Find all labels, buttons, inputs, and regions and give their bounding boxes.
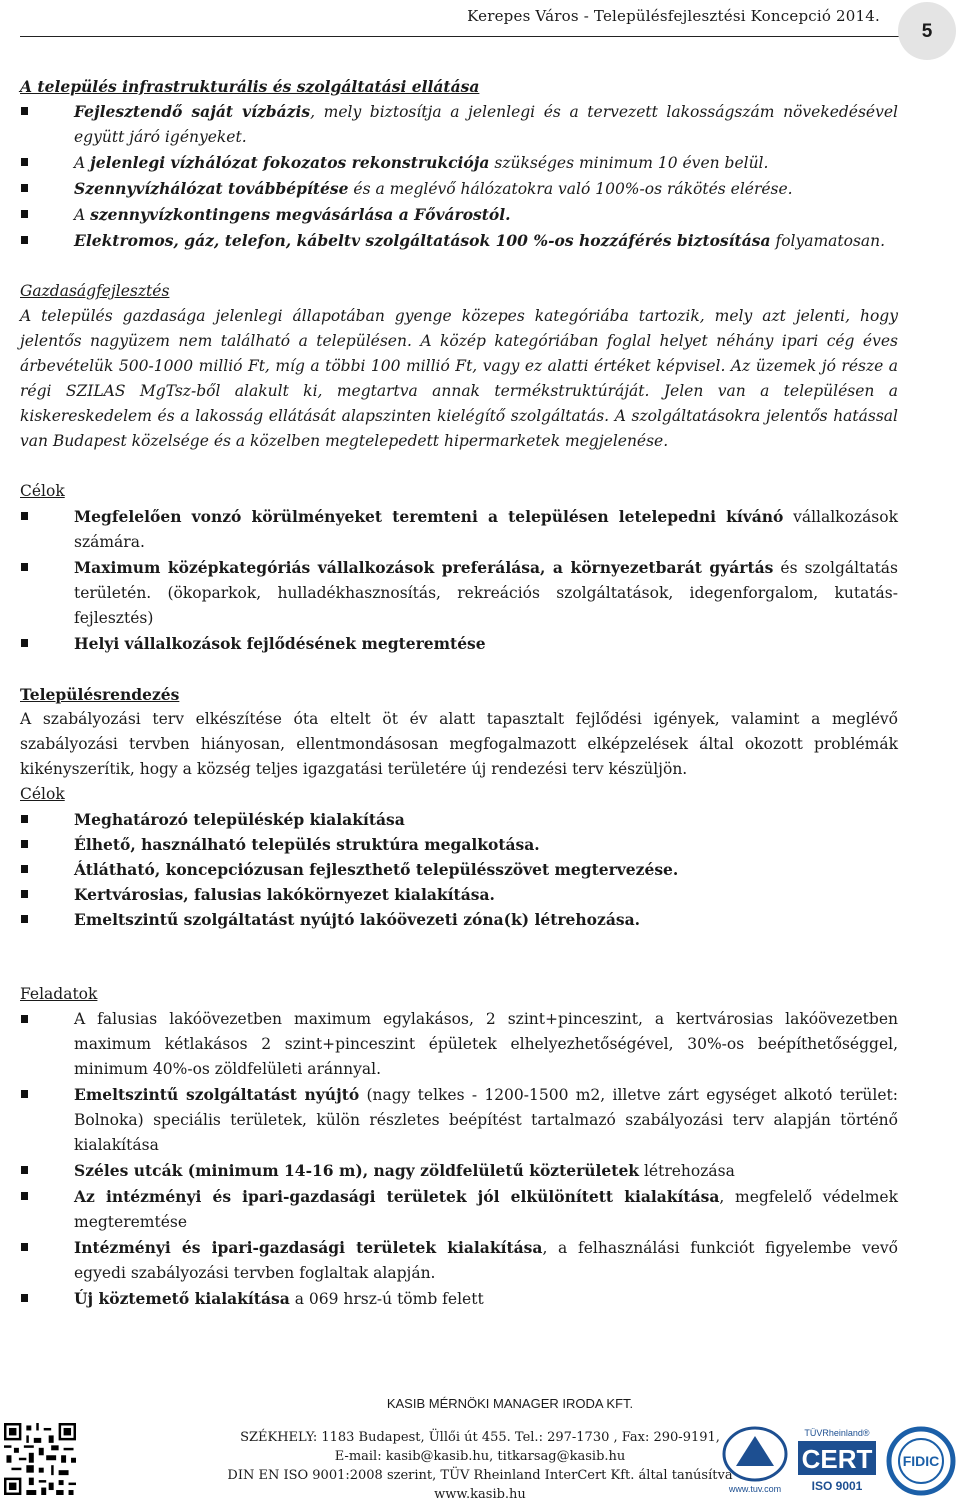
section-heading-planning: Településrendezés bbox=[20, 685, 180, 704]
footer-company-name: KASIB MÉRNÖKI MANAGER IRODA KFT. bbox=[386, 1396, 634, 1411]
header-rule bbox=[20, 36, 900, 37]
iso-text: ISO 9001 bbox=[811, 1479, 863, 1493]
list-item: Fejlesztendő saját vízbázis, mely biztosítja a jelenlegi és a tervezett lakosságszám növekedésével együtt járó igényeket. bbox=[20, 99, 898, 150]
section-heading-tasks: Feladatok bbox=[20, 985, 98, 1003]
list-item: Maximum középkategóriás vállalkozások preferálása, a környezetbarát gyártás és szolgáltatás területén. (ökoparkok, hulladékhasznosítás, rekreációs szolgáltatások, idegenforgalom, kutatás-fejlesztés) bbox=[20, 555, 898, 631]
footer-contact-block bbox=[200, 1428, 760, 1504]
list-item: A falusias lakóövezetben maximum egylakásos, 2 szint+pinceszint, a kertvárosias lakóövezetben maximum kétlakásos 2 szint+pinceszint épületek elhelyezhetőségével, 30%-os beépíthetőséggel, minimum 40%-os zöldfelületi aránnyal. bbox=[20, 1007, 898, 1082]
list-item: Élhető, használható település struktúra megalkotása. bbox=[20, 832, 898, 857]
tasks-list bbox=[20, 1007, 898, 1312]
footer-certification: DIN EN ISO 9001:2008 szerint, TÜV Rheinland InterCert Kft. által tanúsítva bbox=[227, 1468, 733, 1483]
economy-paragraph: A település gazdasága jelenlegi állapotában gyenge közepes kategóriába tartozik, mely azt jelenti, hogy jelentős nagyüzem nem található a településen. A közép kategóriában foglal helyet néhány ipari cég éves árbevételük 500-1000 millió Ft, míg a többi 100 millió Ft, vagy ez alatti értéket képvisel. Az üzemek jó része a régi SZILAS MgTsz-ből alakult ki, megtartva annak termékstruktúráját. Jelen van a településen a kiskereskedelem és a lakosság ellátását alapszinten kielégítő szolgáltatás. A szolgáltatásokra jelentős hatással van Budapest közelsége és a közelben megtelepedett hipermarketek megjelenése. bbox=[20, 307, 898, 450]
list-item: Új köztemető kialakítása a 069 hrsz-ú tömb felett bbox=[20, 1286, 898, 1312]
list-item: Intézményi és ipari-gazdasági területek kialakítása, a felhasználási funkciót figyelembe vevő egyedi szabályozási tervben foglaltak alapján. bbox=[20, 1235, 898, 1286]
list-item: Kertvárosias, falusias lakókörnyezet kialakítása. bbox=[20, 882, 898, 907]
document-body bbox=[20, 74, 898, 1312]
section-heading-infrastructure: A település infrastrukturális és szolgáltatási ellátása bbox=[20, 77, 480, 96]
infrastructure-list bbox=[20, 99, 898, 254]
economy-goals-list bbox=[20, 504, 898, 657]
list-item: A szennyvízkontingens megvásárlása a Fővárostól. bbox=[20, 202, 898, 228]
tuv-cert-logo-icon bbox=[794, 1424, 880, 1498]
list-item: A jelenlegi vízhálózat fokozatos rekonstrukciója szükséges minimum 10 éven belül. bbox=[20, 150, 898, 176]
footer-email-link[interactable]: E-mail: kasib@kasib.hu, titkarsag@kasib.hu bbox=[334, 1449, 626, 1464]
footer-address: SZÉKHELY: 1183 Budapest, Üllői út 455. Tel.: 297-1730 , Fax: 290-9191, bbox=[240, 1430, 720, 1445]
fidic-logo-icon bbox=[886, 1424, 956, 1498]
document-header-title: Kerepes Város - Településfejlesztési Koncepció 2014. bbox=[467, 7, 880, 25]
list-item: Széles utcák (minimum 14-16 m), nagy zöldfelületű közterületek létrehozása bbox=[20, 1158, 898, 1184]
page-number-badge: 5 bbox=[898, 2, 956, 60]
list-item: Helyi vállalkozások fejlődésének megteremtése bbox=[20, 631, 898, 657]
fidic-text: FIDIC bbox=[902, 1453, 940, 1469]
list-item: Emeltszintű szolgáltatást nyújtó lakóövezeti zóna(k) létrehozása. bbox=[20, 907, 898, 932]
list-item: Szennyvízhálózat továbbépítése és a meglévő hálózatokra való 100%-os rákötés elérése. bbox=[20, 176, 898, 202]
section-heading-economy: Gazdaságfejlesztés bbox=[20, 282, 170, 300]
list-item: Meghatározó településkép kialakítása bbox=[20, 807, 898, 832]
planning-paragraph: A szabályozási terv elkészítése óta eltelt öt év alatt tapasztalt fejlődési igények, valamint a meglévő szabályozási tervben hiányosan, ellentmondásosan megfogalmazott elképzelések által okozott problémák kikényszerítik, hogy a község teljes igazgatási területére új rendezési terv készüljön. bbox=[20, 710, 898, 778]
list-item: Az intézményi és ipari-gazdasági területek jól elkülönített kialakítása, megfelelő védelmek megteremtése bbox=[20, 1184, 898, 1235]
list-item: Átlátható, koncepciózusan fejleszthető településszövet megtervezése. bbox=[20, 857, 898, 882]
list-item: Megfelelően vonzó körülményeket teremteni a településen letelepedni kívánó vállalkozások számára. bbox=[20, 504, 898, 555]
planning-goals-list bbox=[20, 807, 898, 932]
section-heading-goals: Célok bbox=[20, 785, 65, 803]
tuv-brand-text: TÜVRheinland® bbox=[804, 1428, 870, 1438]
list-item: Elektromos, gáz, telefon, kábeltv szolgáltatások 100 %-os hozzáférés biztosítása folyamatosan. bbox=[20, 228, 898, 254]
accreditation-logo-text: www.tuv.com bbox=[728, 1484, 782, 1494]
section-heading-goals: Célok bbox=[20, 482, 65, 500]
accreditation-logo-icon bbox=[720, 1424, 790, 1498]
footer-website-link[interactable]: www.kasib.hu bbox=[434, 1487, 526, 1502]
cert-text: CERT bbox=[801, 1444, 873, 1474]
list-item: Emeltszintű szolgáltatást nyújtó (nagy telkes - 1200-1500 m2, illetve zárt egységet alkotó terület: Bolnoka) speciális területek, külön részletes beépítést tartalmazó szabályozási terv alapján történő kialakítása bbox=[20, 1082, 898, 1158]
qr-code-icon bbox=[4, 1419, 76, 1499]
